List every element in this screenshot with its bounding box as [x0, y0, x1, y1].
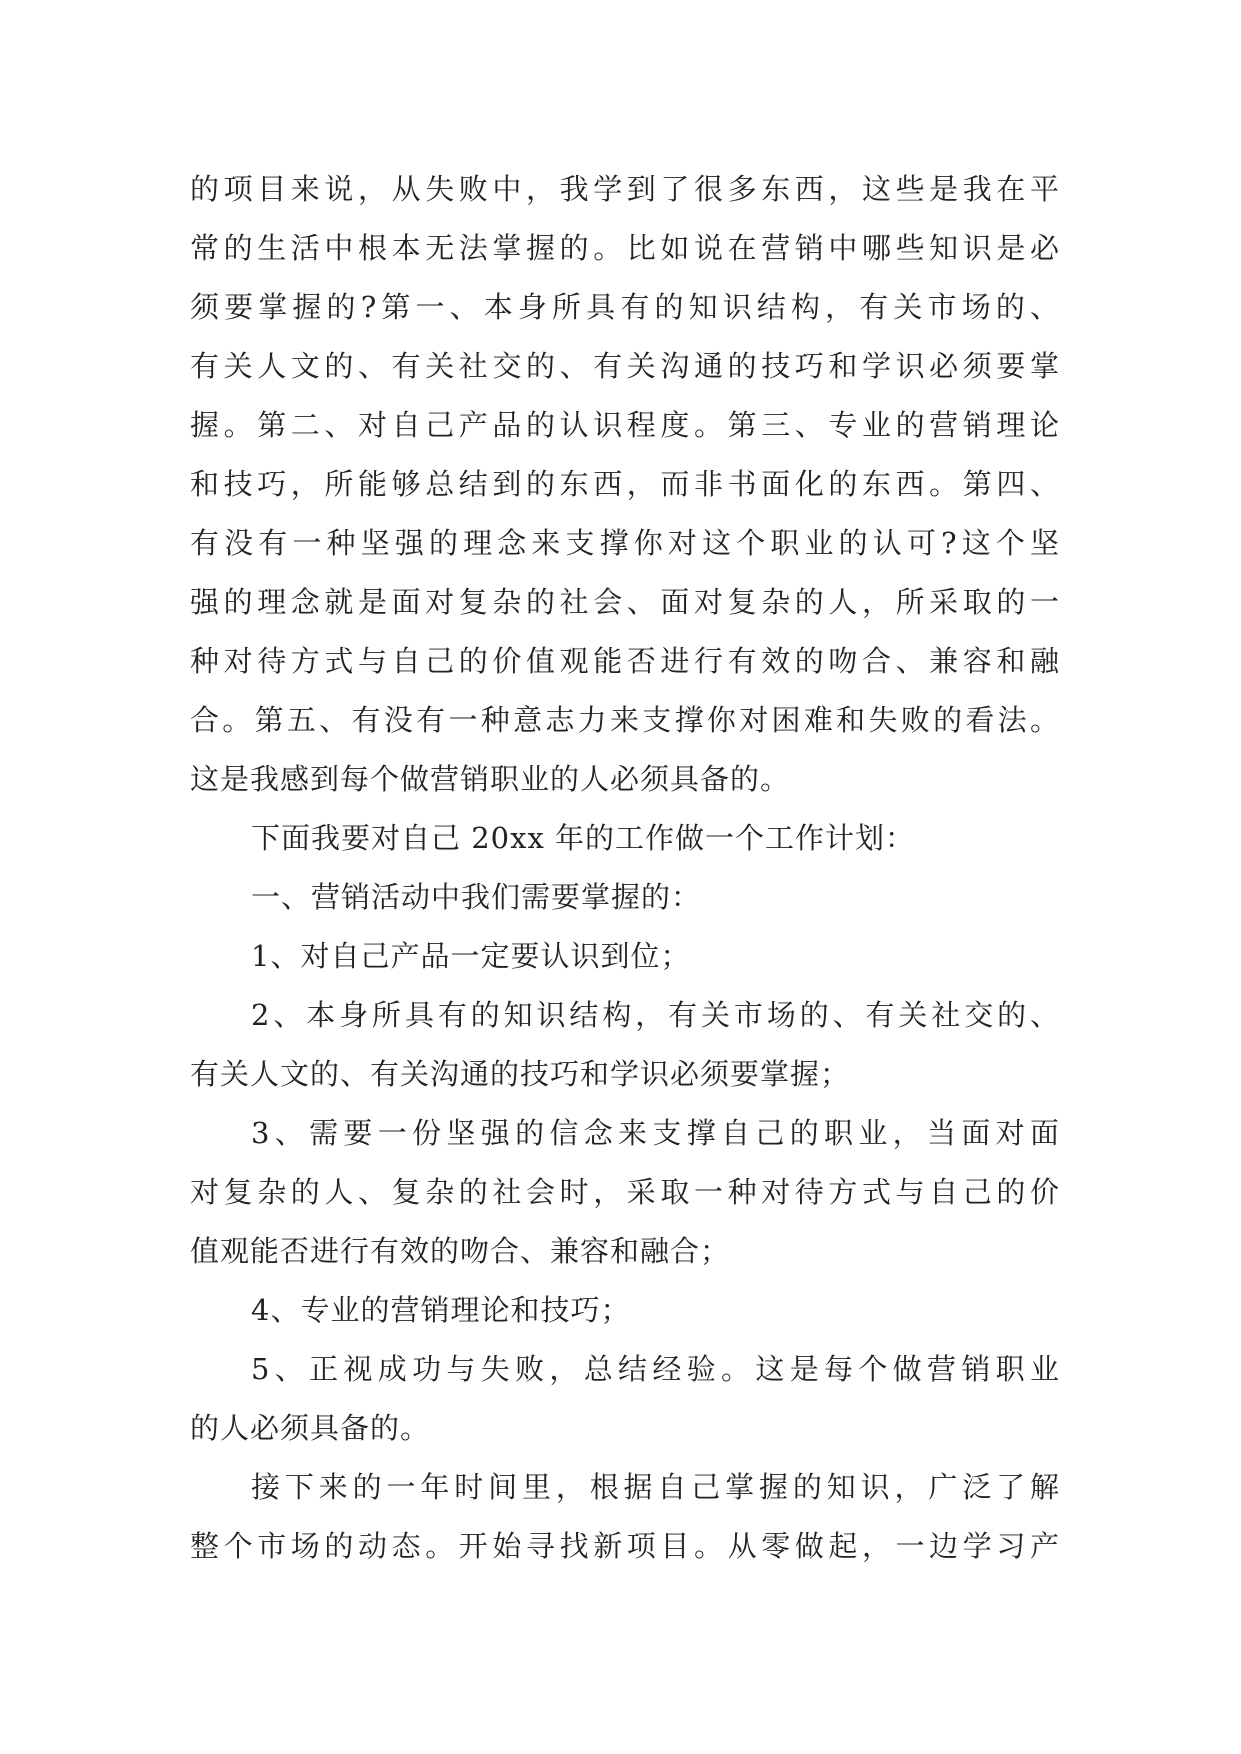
text-line: 须要掌握的?第一、本身所具有的知识结构，有关市场的、: [190, 290, 1060, 324]
text-line: 种对待方式与自己的价值观能否进行有效的吻合、兼容和融: [190, 644, 1060, 678]
text-line: 下面我要对自己 20xx 年的工作做一个工作计划：: [251, 821, 916, 855]
text-line: 握。第二、对自己产品的认识程度。第三、专业的营销理论: [190, 408, 1060, 442]
text-line: 值观能否进行有效的吻合、兼容和融合；: [190, 1234, 731, 1268]
text-line: 5、正视成功与失败，总结经验。这是每个做营销职业: [251, 1352, 1060, 1386]
text-line: 的人必须具备的。: [190, 1411, 431, 1445]
body-text: [190, 160, 1060, 1576]
text-line: 常的生活中根本无法掌握的。比如说在营销中哪些知识是必: [190, 231, 1060, 265]
text-line: 3、需要一份坚强的信念来支撑自己的职业，当面对面: [251, 1116, 1060, 1150]
text-line: 有关人文的、有关社交的、有关沟通的技巧和学识必须要掌: [190, 349, 1060, 383]
text-line: 的项目来说，从失败中，我学到了很多东西，这些是我在平: [190, 172, 1060, 206]
text-line: 有没有一种坚强的理念来支撑你对这个职业的认可?这个坚: [190, 526, 1060, 560]
text-line: 2、本身所具有的知识结构，有关市场的、有关社交的、: [251, 998, 1060, 1032]
text-line: 和技巧，所能够总结到的东西，而非书面化的东西。第四、: [190, 467, 1060, 501]
text-line: 整个市场的动态。开始寻找新项目。从零做起，一边学习产: [190, 1529, 1060, 1563]
text-line: 有关人文的、有关沟通的技巧和学识必须要掌握；: [190, 1057, 851, 1091]
text-line: 强的理念就是面对复杂的社会、面对复杂的人，所采取的一: [190, 585, 1060, 619]
text-line: 接下来的一年时间里，根据自己掌握的知识，广泛了解: [251, 1470, 1060, 1504]
text-line: 1、对自己产品一定要认识到位；: [251, 939, 691, 973]
text-line: 对复杂的人、复杂的社会时，采取一种对待方式与自己的价: [190, 1175, 1060, 1209]
text-line: 这是我感到每个做营销职业的人必须具备的。: [190, 762, 791, 796]
text-line: 一、营销活动中我们需要掌握的：: [251, 880, 702, 914]
text-line: 4、专业的营销理论和技巧；: [251, 1293, 631, 1327]
text-line: 合。第五、有没有一种意志力来支撑你对困难和失败的看法。: [190, 703, 1060, 737]
